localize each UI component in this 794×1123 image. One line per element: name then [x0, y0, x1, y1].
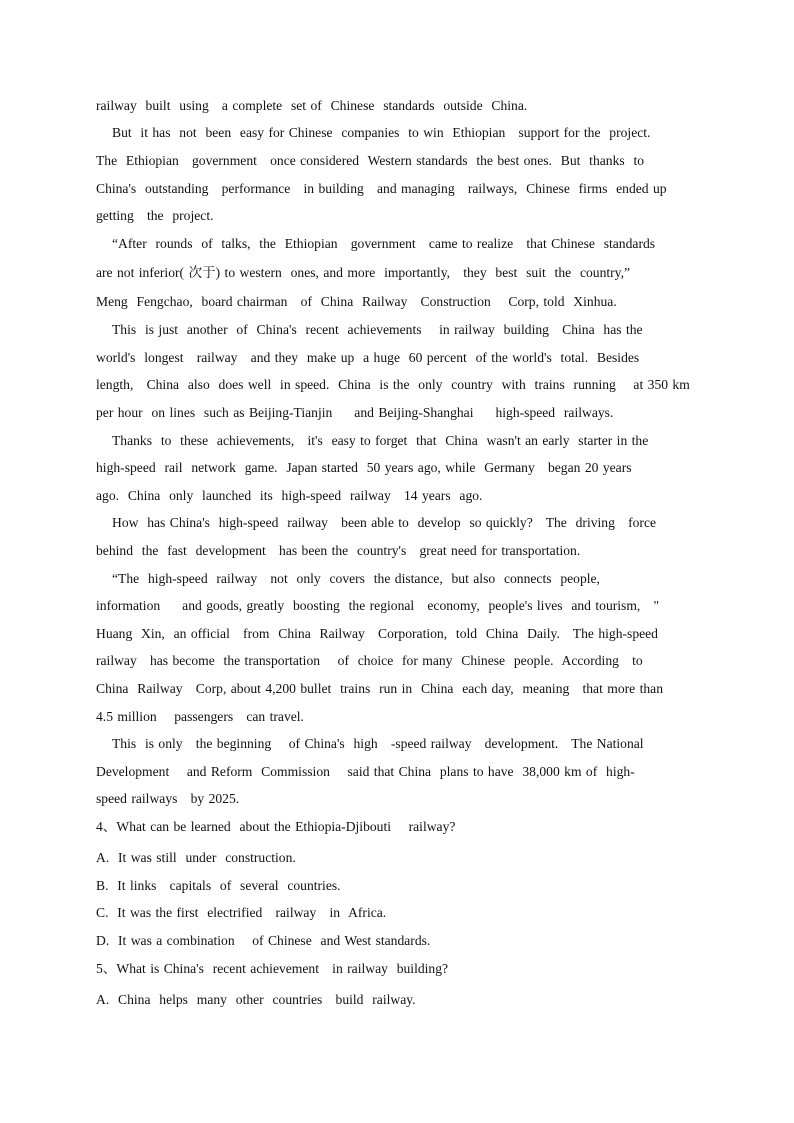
- passage-line: speed railways by 2025.: [96, 791, 240, 806]
- passage-line: getting the project.: [96, 208, 214, 223]
- passage-line: Development and Reform Commission said that China plans to have 38,000 km of high-: [96, 764, 635, 779]
- question-5-option-a: A. China helps many other countries build railway.: [96, 992, 416, 1007]
- passage-line: ago. China only launched its high-speed railway 14 years ago.: [96, 488, 483, 503]
- passage-line: railway built using a complete set of Chinese standards outside China.: [96, 98, 528, 113]
- passage-line: China Railway Corp, about 4,200 bullet trains run in China each day, meaning that more than: [96, 681, 663, 696]
- question-4-option-b: B. It links capitals of several countries.: [96, 878, 341, 893]
- question-4-option-c: C. It was the first electrified railway in Africa.: [96, 905, 387, 920]
- passage-line: “After rounds of talks, the Ethiopian government came to realize that Chinese standards: [112, 236, 656, 251]
- passage-line: world's longest railway and they make up a huge 60 percent of the world's total. Besides: [96, 350, 640, 365]
- passage-line: per hour on lines such as Beijing-Tianjin and Beijing-Shanghai high-speed railways.: [96, 405, 614, 420]
- passage-line: China's outstanding performance in building and managing railways, Chinese firms ended up: [96, 181, 667, 196]
- passage-line: Thanks to these achievements, it's easy to forget that China wasn't an early starter in the: [112, 433, 649, 448]
- passage-line: This is just another of China's recent achievements in railway building China has the: [112, 322, 643, 337]
- passage-line: How has China's high-speed railway been able to develop so quickly? The driving force: [112, 515, 657, 530]
- passage-line: Huang Xin, an official from China Railway Corporation, told China Daily. The high-speed: [96, 626, 658, 641]
- passage-line: This is only the beginning of China's high -speed railway development. The National: [112, 736, 644, 751]
- passage-line: But it has not been easy for Chinese companies to win Ethiopian support for the project.: [112, 125, 651, 140]
- passage-line: are not inferior( 次于) to western ones, and more importantly, they best suit the country,”: [96, 265, 631, 280]
- passage-line: 4.5 million passengers can travel.: [96, 709, 304, 724]
- passage-line: The Ethiopian government once considered Western standards the best ones. But thanks to: [96, 153, 645, 168]
- passage-line: information and goods, greatly boosting the regional economy, people's lives and tourism, ": [96, 598, 660, 613]
- passage-line: railway has become the transportation of choice for many Chinese people. According to: [96, 653, 643, 668]
- passage-line: Meng Fengchao, board chairman of China Railway Construction Corp, told Xinhua.: [96, 294, 617, 309]
- question-4-option-d: D. It was a combination of Chinese and West standards.: [96, 933, 431, 948]
- passage-line: length, China also does well in speed. China is the only country with trains running at 350 km: [96, 377, 690, 392]
- passage-line: behind the fast development has been the country's great need for transportation.: [96, 543, 581, 558]
- question-5: 5、What is China's recent achievement in railway building?: [96, 961, 449, 976]
- question-4-option-a: A. It was still under construction.: [96, 850, 296, 865]
- passage-line: “The high-speed railway not only covers the distance, but also connects people,: [112, 571, 600, 586]
- passage-line: high-speed rail network game. Japan started 50 years ago, while Germany began 20 years: [96, 460, 632, 475]
- question-4: 4、What can be learned about the Ethiopia-Djibouti railway?: [96, 819, 456, 834]
